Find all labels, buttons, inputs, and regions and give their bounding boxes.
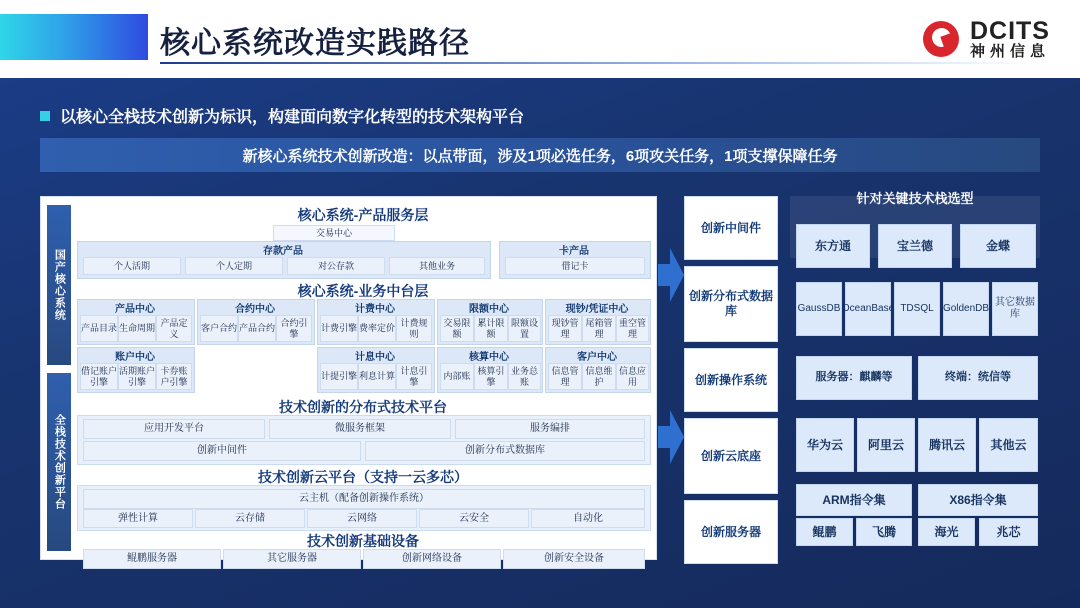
cell-info-application: 信息应用 bbox=[616, 363, 649, 390]
bullet-text: 以核心全栈技术创新为标识，构建面向数字化转型的技术架构平台 bbox=[60, 109, 525, 126]
cell-lifecycle: 生命周期 bbox=[118, 315, 156, 342]
chip-kunpeng[interactable]: 鲲鹏 bbox=[796, 518, 853, 546]
cell-debit-account-engine: 借记账户引擎 bbox=[80, 363, 118, 390]
cell-card-account-engine: 卡券账户引擎 bbox=[156, 363, 192, 390]
cell-info-maintenance: 信息维护 bbox=[582, 363, 616, 390]
label-limit-center: 限额中心 bbox=[469, 304, 509, 315]
cell-cloud-host: 云主机（配备创新操作系统） bbox=[83, 489, 645, 509]
innovation-column bbox=[684, 196, 776, 570]
cloud-alibaba[interactable]: 阿里云 bbox=[857, 418, 915, 472]
label-account-center: 账户中心 bbox=[115, 352, 155, 363]
logo-en: DCITS bbox=[969, 17, 1050, 45]
cell-trade-limit: 交易限额 bbox=[440, 315, 474, 342]
cell-billing-engine: 计费引擎 bbox=[320, 315, 358, 342]
cell-interest-engine: 计息引擎 bbox=[396, 363, 432, 390]
cell-current-account-engine: 活期账户引擎 bbox=[118, 363, 156, 390]
label-accounting-center: 核算中心 bbox=[469, 352, 509, 363]
chip-phytium[interactable]: 飞腾 bbox=[856, 518, 912, 546]
section-title-business-midplatform: 核心系统-业务中台层 bbox=[297, 283, 429, 299]
page-title: 核心系统改造实践路径 bbox=[160, 27, 470, 60]
db-other[interactable]: 其它数据库 bbox=[992, 282, 1038, 336]
label-cash-voucher-center: 现钞/凭证中心 bbox=[565, 304, 629, 315]
cell-other-server: 其它服务器 bbox=[223, 549, 361, 569]
vtab-core-system: 国产核心系统 bbox=[47, 205, 71, 365]
vtab-fullstack-platform: 全栈技术创新平台 bbox=[47, 373, 71, 551]
os-terminal-uos[interactable]: 终端：统信等 bbox=[918, 356, 1038, 400]
label-transaction-center: 交易中心 bbox=[273, 225, 395, 241]
vendor-dongfangtong[interactable]: 东方通 bbox=[796, 224, 870, 268]
arch-arm[interactable]: ARM指令集 bbox=[796, 484, 912, 516]
cell-info-management: 信息管理 bbox=[548, 363, 582, 390]
cell-business-ledger: 业务总账 bbox=[508, 363, 541, 390]
cell-automation: 自动化 bbox=[531, 509, 645, 528]
cell-rate-pricing: 费率定价 bbox=[358, 315, 396, 342]
mid-item-server[interactable]: 创新服务器 bbox=[684, 500, 778, 564]
architecture-panel bbox=[40, 196, 657, 565]
cell-accumulated-limit: 累计限额 bbox=[474, 315, 508, 342]
label-customer-center: 客户中心 bbox=[577, 352, 617, 363]
cell-voucher-management: 重空管理 bbox=[616, 315, 649, 342]
cell-product-catalog: 产品目录 bbox=[80, 315, 118, 342]
cell-product-definition: 产品定义 bbox=[156, 315, 192, 342]
header-accent-bar bbox=[0, 14, 148, 60]
label-card-products: 卡产品 bbox=[559, 246, 589, 257]
label-contract-center: 合约中心 bbox=[235, 304, 275, 315]
cell-contract-engine: 合约引擎 bbox=[276, 315, 312, 342]
right-section-title: 针对关键技术栈选型 bbox=[856, 191, 974, 206]
cloud-huawei[interactable]: 华为云 bbox=[796, 418, 854, 472]
cell-innovative-network-device: 创新网络设备 bbox=[363, 549, 501, 569]
cell-billing-rule: 计费规则 bbox=[396, 315, 432, 342]
company-logo bbox=[923, 18, 1050, 60]
cell-product-contract: 产品合约 bbox=[238, 315, 276, 342]
arrow-right-bottom bbox=[658, 410, 684, 464]
cell-limit-setting: 限额设置 bbox=[508, 315, 541, 342]
cell-accrual-engine: 计提引擎 bbox=[320, 363, 358, 390]
bullet-headline bbox=[40, 104, 524, 127]
cell-personal-fixed: 个人定期 bbox=[185, 257, 283, 275]
cell-service-orchestration: 服务编排 bbox=[455, 419, 645, 439]
vendor-kingdee[interactable]: 金蝶 bbox=[960, 224, 1036, 268]
cell-customer-contract: 客户合约 bbox=[200, 315, 238, 342]
cell-cloud-network: 云网络 bbox=[307, 509, 417, 528]
label-product-center: 产品中心 bbox=[115, 304, 155, 315]
cell-microservice-framework: 微服务框架 bbox=[269, 419, 451, 439]
section-title-infrastructure: 技术创新基础设备 bbox=[307, 533, 419, 549]
cell-personal-current: 个人活期 bbox=[83, 257, 181, 275]
cell-kunpeng-server: 鲲鹏服务器 bbox=[83, 549, 221, 569]
section-title-distributed-platform: 技术创新的分布式技术平台 bbox=[279, 399, 447, 415]
db-tdsql[interactable]: TDSQL bbox=[894, 282, 940, 336]
section-title-cloud-platform: 技术创新云平台（支持一云多芯） bbox=[258, 469, 468, 485]
label-billing-center: 计费中心 bbox=[355, 304, 395, 315]
mid-item-middleware[interactable]: 创新中间件 bbox=[684, 196, 778, 260]
cell-debit-card: 借记卡 bbox=[505, 257, 645, 275]
cell-elastic-compute: 弹性计算 bbox=[83, 509, 193, 528]
cell-corporate-deposit: 对公存款 bbox=[287, 257, 385, 275]
cell-innovative-distributed-db: 创新分布式数据库 bbox=[365, 441, 645, 461]
subtitle-banner bbox=[40, 138, 1040, 172]
label-deposit-products: 存款产品 bbox=[263, 246, 303, 257]
cell-cloud-security: 云安全 bbox=[419, 509, 529, 528]
cell-cash-management: 现钞管理 bbox=[548, 315, 582, 342]
chip-hygon[interactable]: 海光 bbox=[918, 518, 975, 546]
db-gaussdb[interactable]: GaussDB bbox=[796, 282, 842, 336]
cell-innovative-security-device: 创新安全设备 bbox=[503, 549, 645, 569]
logo-cn: 神州信息 bbox=[969, 43, 1050, 61]
label-interest-center: 计息中心 bbox=[355, 352, 395, 363]
header-underline bbox=[160, 62, 1040, 64]
arrow-right-top bbox=[658, 248, 684, 302]
cell-app-dev-platform: 应用开发平台 bbox=[83, 419, 265, 439]
db-goldendb[interactable]: GoldenDB bbox=[943, 282, 989, 336]
chip-zhaoxin[interactable]: 兆芯 bbox=[979, 518, 1038, 546]
subtitle-text: 新核心系统技术创新改造：以点带面，涉及1项必选任务，6项攻关任务，1项支撑保障任务 bbox=[242, 147, 838, 165]
cell-accounting-engine: 核算引擎 bbox=[474, 363, 508, 390]
page-header bbox=[0, 0, 1080, 78]
mid-item-distributed-database[interactable]: 创新分布式数据库 bbox=[684, 266, 778, 342]
dcits-logo-icon bbox=[923, 19, 963, 59]
mid-item-cloud-base[interactable]: 创新云底座 bbox=[684, 418, 778, 494]
cloud-other[interactable]: 其他云 bbox=[979, 418, 1038, 472]
cell-teller-box: 尾箱管理 bbox=[582, 315, 616, 342]
cell-cloud-storage: 云存储 bbox=[195, 509, 305, 528]
os-server-kylin[interactable]: 服务器：麒麟等 bbox=[796, 356, 912, 400]
arch-x86[interactable]: X86指令集 bbox=[918, 484, 1038, 516]
vendor-baolande[interactable]: 宝兰德 bbox=[878, 224, 952, 268]
cloud-tencent[interactable]: 腾讯云 bbox=[918, 418, 976, 472]
bullet-square-icon bbox=[40, 111, 50, 121]
cell-internal-account: 内部账 bbox=[440, 363, 474, 390]
mid-item-operating-system[interactable]: 创新操作系统 bbox=[684, 348, 778, 412]
cell-innovative-middleware: 创新中间件 bbox=[83, 441, 361, 461]
cell-interest-calc: 利息计算 bbox=[358, 363, 396, 390]
section-title-product-service: 核心系统-产品服务层 bbox=[297, 207, 429, 223]
cell-other-business: 其他业务 bbox=[389, 257, 485, 275]
logo-text bbox=[970, 18, 1050, 60]
db-oceanbase[interactable]: OceanBase bbox=[845, 282, 891, 336]
